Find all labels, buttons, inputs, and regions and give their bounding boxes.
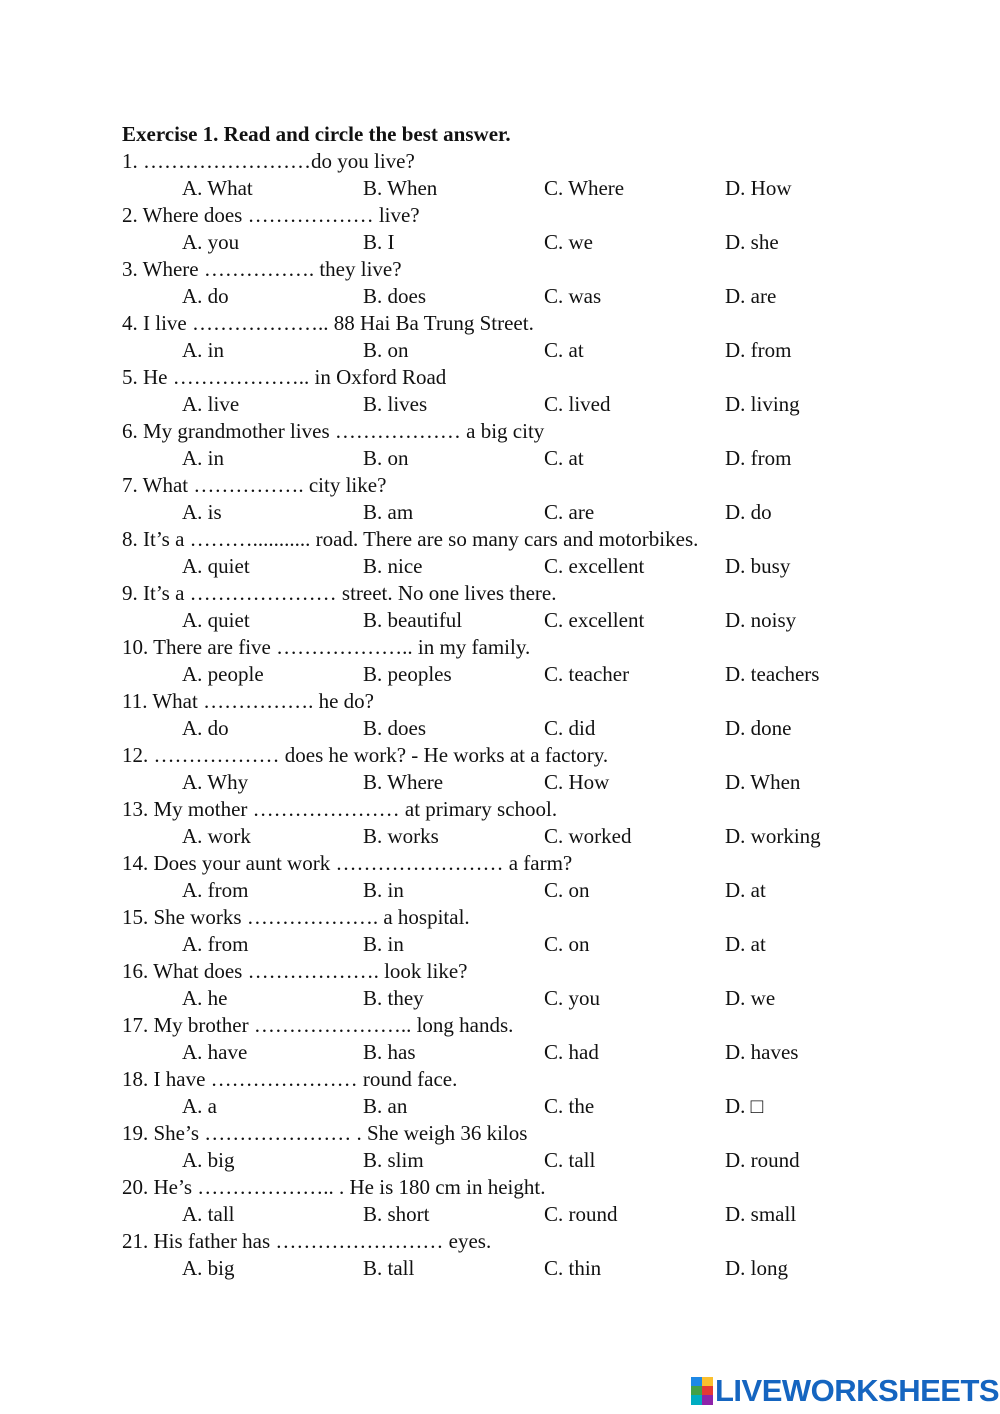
question-text: 2. Where does ……………… live? bbox=[122, 203, 420, 227]
answer-option-d[interactable]: D. noisy bbox=[725, 608, 797, 632]
answer-option-a[interactable]: A. quiet bbox=[182, 554, 250, 578]
answer-option-b[interactable]: B. they bbox=[363, 986, 424, 1010]
question-text: 7. What ……………. city like? bbox=[122, 473, 387, 497]
answer-option-d[interactable]: D. we bbox=[725, 986, 776, 1010]
question-text: 6. My grandmother lives ……………… a big city bbox=[122, 419, 545, 443]
answer-option-a[interactable]: A. in bbox=[182, 338, 224, 362]
answer-option-d[interactable]: D. do bbox=[725, 500, 772, 524]
question-text: 19. She’s ………………… . She weigh 36 kilos bbox=[122, 1121, 528, 1145]
question-text: 20. He’s ……………….. . He is 180 cm in height. bbox=[122, 1175, 546, 1199]
answer-option-b[interactable]: B. tall bbox=[363, 1256, 415, 1280]
question-text: 13. My mother ………………… at primary school. bbox=[122, 797, 558, 821]
answer-option-c[interactable]: C. you bbox=[544, 986, 601, 1010]
answer-option-d[interactable]: D. living bbox=[725, 392, 800, 416]
answer-option-a[interactable]: A. Why bbox=[182, 770, 249, 794]
answer-option-c[interactable]: C. round bbox=[544, 1202, 618, 1226]
answer-option-a[interactable]: A. he bbox=[182, 986, 228, 1010]
worksheet bbox=[122, 121, 922, 1282]
question-text: 10. There are five ……………….. in my family. bbox=[122, 635, 531, 659]
question-text: 15. She works ………………. a hospital. bbox=[122, 905, 470, 929]
answer-option-c[interactable]: C. we bbox=[544, 230, 593, 254]
answer-option-c[interactable]: C. excellent bbox=[544, 554, 645, 578]
answer-option-d[interactable]: D. small bbox=[725, 1202, 797, 1226]
answer-options bbox=[122, 283, 922, 310]
answer-option-c[interactable]: C. was bbox=[544, 284, 602, 308]
answer-options bbox=[122, 229, 922, 256]
answer-options bbox=[122, 985, 922, 1012]
answer-option-d[interactable]: D. at bbox=[725, 932, 766, 956]
answer-options bbox=[122, 391, 922, 418]
answer-option-c[interactable]: C. had bbox=[544, 1040, 599, 1064]
answer-option-b[interactable]: B. am bbox=[363, 500, 414, 524]
answer-option-c[interactable]: C. Where bbox=[544, 176, 625, 200]
question-text: 4. I live ……………….. 88 Hai Ba Trung Street. bbox=[122, 311, 534, 335]
answer-options bbox=[122, 499, 922, 526]
answer-option-c[interactable]: C. on bbox=[544, 932, 590, 956]
question-text: 14. Does your aunt work …………………… a farm? bbox=[122, 851, 573, 875]
answer-option-d[interactable]: D. How bbox=[725, 176, 792, 200]
answer-options bbox=[122, 1147, 922, 1174]
answer-option-d[interactable]: D. □ bbox=[725, 1094, 764, 1118]
answer-option-b[interactable]: B. in bbox=[363, 932, 404, 956]
answer-option-b[interactable]: B. an bbox=[363, 1094, 408, 1118]
answer-option-d[interactable]: D. done bbox=[725, 716, 792, 740]
answer-option-a[interactable]: A. in bbox=[182, 446, 224, 470]
answer-options bbox=[122, 877, 922, 904]
answer-option-b[interactable]: B. When bbox=[363, 176, 438, 200]
logo-tile bbox=[702, 1377, 713, 1386]
answer-option-d[interactable]: D. she bbox=[725, 230, 779, 254]
question-text: 12. ……………… does he work? - He works at a factory. bbox=[122, 743, 609, 767]
answer-option-a[interactable]: A. quiet bbox=[182, 608, 250, 632]
answer-option-a[interactable]: A. from bbox=[182, 932, 249, 956]
answer-option-b[interactable]: B. beautiful bbox=[363, 608, 463, 632]
answer-options bbox=[122, 553, 922, 580]
answer-option-b[interactable]: B. has bbox=[363, 1040, 416, 1064]
question-text: 9. It’s a ………………… street. No one lives there. bbox=[122, 581, 557, 605]
answer-option-d[interactable]: D. at bbox=[725, 878, 766, 902]
question-text: 11. What ……………. he do? bbox=[122, 689, 374, 713]
answer-option-b[interactable]: B. on bbox=[363, 446, 409, 470]
answer-option-d[interactable]: D. teachers bbox=[725, 662, 820, 686]
answer-options bbox=[122, 607, 922, 634]
question-text: 16. What does ………………. look like? bbox=[122, 959, 468, 983]
answer-option-a[interactable]: A. big bbox=[182, 1256, 235, 1280]
answer-options bbox=[122, 769, 922, 796]
answer-options bbox=[122, 715, 922, 742]
answer-option-b[interactable]: B. I bbox=[363, 230, 395, 254]
answer-options bbox=[122, 445, 922, 472]
answer-option-a[interactable]: A. from bbox=[182, 878, 249, 902]
answer-option-a[interactable]: A. do bbox=[182, 284, 229, 308]
answer-option-c[interactable]: C. teacher bbox=[544, 662, 630, 686]
answer-options bbox=[122, 1039, 922, 1066]
answer-option-a[interactable]: A. people bbox=[182, 662, 264, 686]
answer-options bbox=[122, 1093, 922, 1120]
logo-text: LIVEWORKSHEETS bbox=[715, 1373, 1000, 1408]
answer-option-b[interactable]: B. nice bbox=[363, 554, 423, 578]
answer-option-b[interactable]: B. peoples bbox=[363, 662, 452, 686]
answer-option-c[interactable]: C. are bbox=[544, 500, 595, 524]
answer-option-b[interactable]: B. does bbox=[363, 284, 426, 308]
answer-option-b[interactable]: B. in bbox=[363, 878, 404, 902]
answer-option-c[interactable]: C. thin bbox=[544, 1256, 602, 1280]
answer-option-a[interactable]: A. is bbox=[182, 500, 222, 524]
answer-option-a[interactable]: A. do bbox=[182, 716, 229, 740]
question-text: 21. His father has …………………… eyes. bbox=[122, 1229, 492, 1253]
question-text: 17. My brother ………………….. long hands. bbox=[122, 1013, 514, 1037]
answer-option-c[interactable]: C. on bbox=[544, 878, 590, 902]
logo-tile bbox=[691, 1377, 702, 1386]
logo-tile bbox=[691, 1386, 702, 1395]
answer-option-c[interactable]: C. excellent bbox=[544, 608, 645, 632]
answer-option-b[interactable]: B. on bbox=[363, 338, 409, 362]
answer-option-b[interactable]: B. lives bbox=[363, 392, 428, 416]
answer-option-b[interactable]: B. does bbox=[363, 716, 426, 740]
answer-options bbox=[122, 337, 922, 364]
answer-options bbox=[122, 175, 922, 202]
answer-options bbox=[122, 1255, 922, 1282]
question-text: 3. Where ……………. they live? bbox=[122, 257, 402, 281]
question-text: 8. It’s a ………........... road. There are so many cars and motorbikes. bbox=[122, 527, 699, 551]
answer-option-a[interactable]: A. work bbox=[182, 824, 251, 848]
answer-options bbox=[122, 823, 922, 850]
question-list bbox=[122, 148, 922, 1282]
answer-option-c[interactable]: C. at bbox=[544, 446, 584, 470]
answer-option-a[interactable]: A. What bbox=[182, 176, 253, 200]
logo-tile bbox=[702, 1386, 713, 1395]
answer-option-d[interactable]: D. working bbox=[725, 824, 821, 848]
answer-option-c[interactable]: C. at bbox=[544, 338, 584, 362]
liveworksheets-logo-icon bbox=[691, 1377, 713, 1405]
answer-option-d[interactable]: D. from bbox=[725, 338, 792, 362]
answer-option-a[interactable]: A. live bbox=[182, 392, 240, 416]
answer-option-b[interactable]: B. slim bbox=[363, 1148, 424, 1172]
answer-option-a[interactable]: A. big bbox=[182, 1148, 235, 1172]
answer-option-b[interactable]: B. Where bbox=[363, 770, 444, 794]
liveworksheets-logo bbox=[691, 1374, 999, 1408]
question-text: 5. He ……………….. in Oxford Road bbox=[122, 365, 447, 389]
answer-option-d[interactable]: D. When bbox=[725, 770, 801, 794]
answer-option-c[interactable]: C. How bbox=[544, 770, 610, 794]
answer-option-c[interactable]: C. the bbox=[544, 1094, 595, 1118]
answer-options bbox=[122, 661, 922, 688]
logo-tile bbox=[702, 1395, 713, 1405]
answer-option-c[interactable]: C. worked bbox=[544, 824, 632, 848]
answer-option-c[interactable]: C. tall bbox=[544, 1148, 596, 1172]
answer-option-a[interactable]: A. a bbox=[182, 1094, 217, 1118]
answer-option-a[interactable]: A. tall bbox=[182, 1202, 235, 1226]
answer-option-d[interactable]: D. haves bbox=[725, 1040, 799, 1064]
answer-option-c[interactable]: C. did bbox=[544, 716, 596, 740]
answer-option-a[interactable]: A. have bbox=[182, 1040, 248, 1064]
answer-option-b[interactable]: B. works bbox=[363, 824, 439, 848]
answer-option-a[interactable]: A. you bbox=[182, 230, 240, 254]
answer-option-c[interactable]: C. lived bbox=[544, 392, 611, 416]
answer-options bbox=[122, 1201, 922, 1228]
answer-option-d[interactable]: D. are bbox=[725, 284, 777, 308]
logo-tile bbox=[691, 1395, 702, 1405]
answer-option-d[interactable]: D. busy bbox=[725, 554, 791, 578]
question-text: 18. I have ………………… round face. bbox=[122, 1067, 458, 1091]
question-text: 1. ……………………do you live? bbox=[122, 149, 415, 173]
answer-options bbox=[122, 931, 922, 958]
answer-option-d[interactable]: D. from bbox=[725, 446, 792, 470]
answer-option-d[interactable]: D. round bbox=[725, 1148, 800, 1172]
answer-option-b[interactable]: B. short bbox=[363, 1202, 430, 1226]
answer-option-d[interactable]: D. long bbox=[725, 1256, 788, 1280]
exercise-title: Exercise 1. Read and circle the best answer. bbox=[122, 122, 511, 146]
